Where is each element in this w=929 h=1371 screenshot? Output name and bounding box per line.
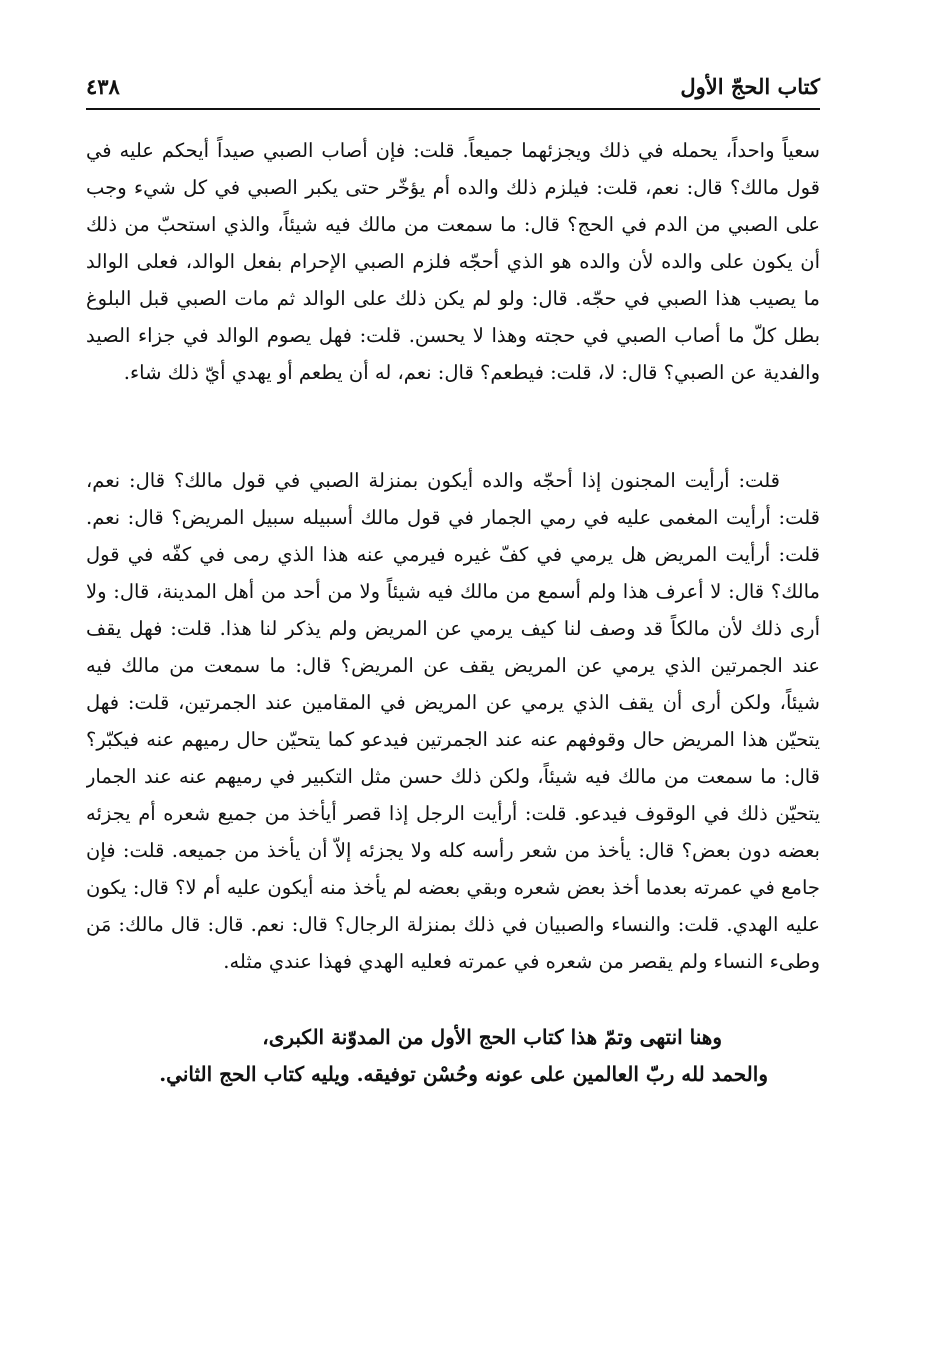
page-number: ٤٣٨ (86, 74, 120, 99)
page-body (86, 132, 820, 1093)
body-paragraph-2: قلت: أرأيت المجنون إذا أحجّه والده أيكون بمنزلة الصبي في قول مالك؟ قال: نعم، قلت: أرأيت المغمى عليه في رمي الجمار في قول مالك أسبيله سبيل المريض؟ قال: نعم. قلت: أرأيت المريض هل يرمي في كفّ غيره فيرمي عنه هذا الذي رمى في كفّه في قول مالك؟ قال: لا أعرف هذا ولم أسمع من مالك فيه شيئاً ولا من أحد من أهل المدينة، قال: ولا أرى ذلك لأن مالكاً قد وصف لنا كيف يرمي عن المريض ولم يذكر لنا هذا. قلت: فهل يقف عند الجمرتين الذي يرمي عن المريض يقف عن المريض؟ قال: ما سمعت من مالك فيه شيئاً، ولكن أرى أن يقف الذي يرمي عن المريض في المقامين عند الجمرتين، قلت: فهل يتحيّن هذا المريض حال وقوفهم عنه عند الجمرتين فيدعو كما يتحيّن حال رميهم عنه فيكبّر؟ قال: ما سمعت من مالك فيه شيئاً، ولكن ذلك حسن مثل التكبير في رميهم عنه عند الجمار يتحيّن ذلك في الوقوف فيدعو. قلت: أرأيت الرجل إذا قصر أيأخذ من جميع شعره أم يجزئه بعضه دون بعض؟ قال: يأخذ من شعر رأسه كله ولا يجزئه إلاّ أن يأخذ من جميعه. قلت: فإن جامع في عمرته بعدما أخذ بعض شعره وبقي بعضه لم يأخذ منه أيكون عليه أم لا؟ قال: يكون عليه الهدي. قلت: والنساء والصبيان في ذلك بمنزلة الرجال؟ قال: نعم. قال: قال مالك: مَن وطىء النساء ولم يقصر من شعره في عمرته فعليه الهدي فهذا عندي مثله. (86, 469, 820, 973)
body-paragraph-1: سعياً واحداً، يحمله في ذلك ويجزئهما جميعاً. قلت: فإن أصاب الصبي صيداً أيحكم عليه في قول مالك؟ قال: نعم، قلت: فيلزم ذلك والده أم يؤخّر حتى يكبر الصبي في كل شيء وجب على الصبي من الدم في الحج؟ قال: ما سمعت من مالك فيه شيئاً، والذي استحبّ من ذلك أن يكون على والده لأن والده هو الذي أحجّه فلزم الصبي الإحرام بفعل الوالد، فعلى الوالد ما يصيب هذا الصبي في حجّه. قال: ولو لم يكن ذلك على الوالد ثم مات الصبي قبل البلوغ بطل كلّ ما أصاب الصبي في حجته وهذا لا يحسن. قلت: فهل يصوم الوالد في جزاء الصيد والفدية عن الصبي؟ قال: لا، قلت: فيطعم؟ قال: نعم، له أن يطعم أو يهدي أيّ ذلك شاء. (86, 139, 820, 384)
closing-line-2: والحمد لله ربّ العالمين على عونه وحُسْن توفيقه. ويليه كتاب الحج الثاني. (159, 1062, 768, 1086)
page-header (86, 62, 820, 108)
closing-line-1: وهنا انتهى وتمّ هذا كتاب الحج الأول من المدوّنة الكبرى، (262, 1025, 722, 1049)
header-rule (86, 108, 820, 110)
running-title: كتاب الحجّ الأول (680, 74, 820, 99)
